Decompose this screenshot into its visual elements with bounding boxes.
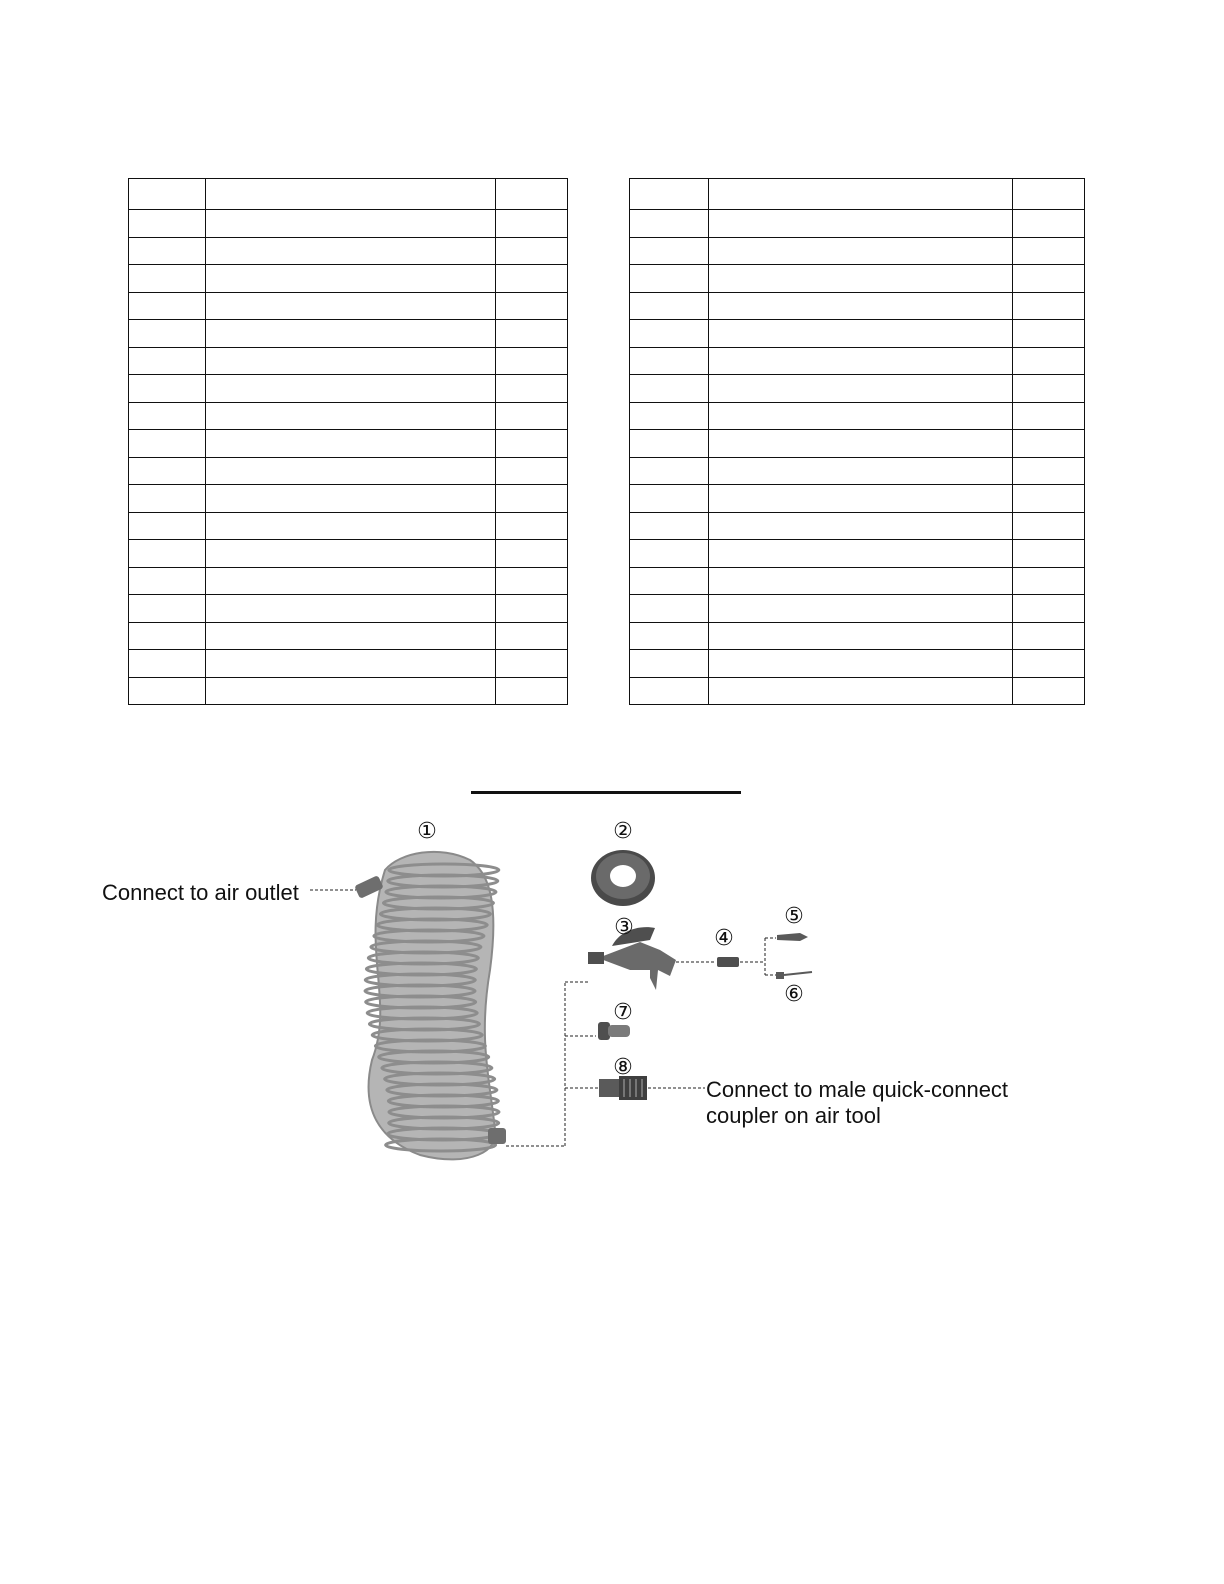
cell-qty — [496, 540, 568, 568]
cell-qty — [496, 292, 568, 320]
cell-qty — [1013, 265, 1085, 293]
cell-no — [630, 595, 709, 623]
cell-no — [630, 237, 709, 265]
cell-qty — [496, 210, 568, 238]
cell-description — [709, 457, 1013, 485]
cell-no — [129, 650, 206, 678]
cell-qty — [1013, 677, 1085, 705]
callout-6: ⑥ — [784, 982, 804, 1007]
cell-description — [206, 375, 496, 403]
cell-description — [709, 179, 1013, 210]
cell-description — [206, 457, 496, 485]
table-row — [630, 512, 1085, 540]
table-row — [129, 457, 568, 485]
table-row — [129, 595, 568, 623]
label-connect-air-outlet: Connect to air outlet — [102, 880, 299, 905]
cell-description — [709, 237, 1013, 265]
section-heading-rule — [471, 791, 741, 794]
cell-description — [709, 402, 1013, 430]
cell-qty — [1013, 320, 1085, 348]
table-row — [630, 567, 1085, 595]
cell-no — [129, 430, 206, 458]
adapter-image — [717, 957, 739, 967]
cell-qty — [496, 677, 568, 705]
table-row — [129, 375, 568, 403]
cell-qty — [1013, 567, 1085, 595]
cell-description — [206, 237, 496, 265]
label-connect-coupler-line2: coupler on air tool — [706, 1103, 881, 1128]
table-header-row — [630, 179, 1085, 210]
callout-1: ① — [417, 819, 437, 844]
cell-description — [206, 512, 496, 540]
cell-description — [709, 320, 1013, 348]
table-row — [129, 430, 568, 458]
table-row — [129, 485, 568, 513]
cell-qty — [496, 402, 568, 430]
cell-no — [630, 567, 709, 595]
cell-qty — [1013, 210, 1085, 238]
table-row — [129, 210, 568, 238]
cell-description — [709, 567, 1013, 595]
cell-qty — [1013, 179, 1085, 210]
table-row — [129, 265, 568, 293]
cell-qty — [1013, 457, 1085, 485]
cell-qty — [1013, 540, 1085, 568]
cell-description — [709, 210, 1013, 238]
cell-description — [206, 622, 496, 650]
cell-description — [206, 320, 496, 348]
cell-no — [129, 512, 206, 540]
cell-qty — [1013, 622, 1085, 650]
cell-description — [709, 292, 1013, 320]
cell-no — [630, 179, 709, 210]
cell-description — [206, 540, 496, 568]
table-row — [630, 292, 1085, 320]
cell-qty — [496, 567, 568, 595]
table-row — [129, 347, 568, 375]
cell-no — [630, 265, 709, 293]
table-row — [630, 210, 1085, 238]
table-row — [630, 402, 1085, 430]
cell-description — [709, 595, 1013, 623]
cell-description — [206, 567, 496, 595]
cell-qty — [1013, 292, 1085, 320]
table-row — [129, 402, 568, 430]
cell-no — [129, 595, 206, 623]
callout-5: ⑤ — [784, 904, 804, 929]
table-row — [630, 650, 1085, 678]
callout-8: ⑧ — [613, 1055, 633, 1080]
cell-description — [206, 677, 496, 705]
cell-qty — [1013, 512, 1085, 540]
cell-qty — [496, 650, 568, 678]
cell-no — [630, 430, 709, 458]
cell-description — [709, 265, 1013, 293]
table-row — [630, 320, 1085, 348]
accessory-kit-diagram — [0, 800, 1224, 1180]
cell-no — [129, 320, 206, 348]
coiled-air-hose-image — [354, 852, 506, 1160]
cell-description — [206, 485, 496, 513]
cell-no — [129, 237, 206, 265]
cell-qty — [496, 237, 568, 265]
table-row — [129, 677, 568, 705]
cell-no — [129, 622, 206, 650]
cell-qty — [496, 347, 568, 375]
cell-qty — [1013, 485, 1085, 513]
cell-no — [630, 347, 709, 375]
cell-no — [129, 179, 206, 210]
callout-7: ⑦ — [613, 1000, 633, 1025]
table-row — [129, 567, 568, 595]
cell-no — [129, 677, 206, 705]
callout-2: ② — [613, 819, 633, 844]
cell-description — [709, 540, 1013, 568]
cell-qty — [1013, 402, 1085, 430]
parts-table-left-body — [129, 179, 568, 705]
cell-qty — [1013, 595, 1085, 623]
cell-no — [630, 210, 709, 238]
cell-no — [129, 210, 206, 238]
parts-table-right — [629, 178, 1085, 705]
table-row — [129, 237, 568, 265]
cell-description — [709, 375, 1013, 403]
cell-no — [129, 540, 206, 568]
table-row — [630, 540, 1085, 568]
table-row — [129, 320, 568, 348]
table-row — [630, 265, 1085, 293]
cell-qty — [496, 622, 568, 650]
cell-qty — [496, 375, 568, 403]
cell-description — [206, 650, 496, 678]
cell-no — [630, 402, 709, 430]
cell-no — [630, 320, 709, 348]
table-row — [129, 650, 568, 678]
table-row — [129, 292, 568, 320]
cell-description — [709, 347, 1013, 375]
cell-no — [630, 457, 709, 485]
cell-qty — [496, 595, 568, 623]
cell-no — [630, 292, 709, 320]
cell-description — [206, 347, 496, 375]
needle-image — [776, 972, 812, 979]
cell-qty — [496, 265, 568, 293]
table-row — [129, 622, 568, 650]
cell-no — [630, 622, 709, 650]
table-row — [630, 677, 1085, 705]
cell-description — [206, 402, 496, 430]
cell-no — [129, 375, 206, 403]
cell-no — [630, 375, 709, 403]
cell-description — [206, 430, 496, 458]
table-header-row — [129, 179, 568, 210]
cell-description — [709, 677, 1013, 705]
table-row — [630, 347, 1085, 375]
table-row — [630, 485, 1085, 513]
cell-no — [129, 347, 206, 375]
cell-no — [630, 485, 709, 513]
cell-description — [206, 210, 496, 238]
cell-qty — [496, 512, 568, 540]
cell-qty — [1013, 375, 1085, 403]
table-row — [630, 237, 1085, 265]
cell-no — [129, 402, 206, 430]
table-row — [129, 540, 568, 568]
label-connect-coupler-line1: Connect to male quick-connect — [706, 1077, 1009, 1102]
cell-no — [129, 567, 206, 595]
nozzle-image — [777, 933, 808, 941]
cell-no — [129, 265, 206, 293]
cell-description — [206, 265, 496, 293]
cell-no — [129, 457, 206, 485]
cell-qty — [496, 179, 568, 210]
cell-qty — [1013, 650, 1085, 678]
cell-qty — [496, 457, 568, 485]
cell-no — [630, 540, 709, 568]
table-row — [630, 457, 1085, 485]
parts-table-left — [128, 178, 568, 705]
cell-qty — [1013, 237, 1085, 265]
callout-4: ④ — [714, 926, 734, 951]
parts-table-right-body — [630, 179, 1085, 705]
cell-qty — [496, 430, 568, 458]
cell-description — [206, 292, 496, 320]
cell-no — [630, 677, 709, 705]
cell-no — [630, 512, 709, 540]
cell-description — [206, 595, 496, 623]
table-row — [630, 430, 1085, 458]
cell-qty — [1013, 347, 1085, 375]
seal-ring-image — [591, 850, 655, 906]
callout-3: ③ — [614, 915, 634, 940]
cell-qty — [1013, 430, 1085, 458]
table-row — [630, 595, 1085, 623]
cell-description — [709, 650, 1013, 678]
cell-qty — [496, 485, 568, 513]
cell-qty — [496, 320, 568, 348]
cell-description — [709, 512, 1013, 540]
cell-no — [129, 485, 206, 513]
table-row — [630, 622, 1085, 650]
cell-description — [206, 179, 496, 210]
cell-no — [630, 650, 709, 678]
cell-no — [129, 292, 206, 320]
table-row — [129, 512, 568, 540]
table-row — [630, 375, 1085, 403]
cell-description — [709, 622, 1013, 650]
cell-description — [709, 430, 1013, 458]
cell-description — [709, 485, 1013, 513]
